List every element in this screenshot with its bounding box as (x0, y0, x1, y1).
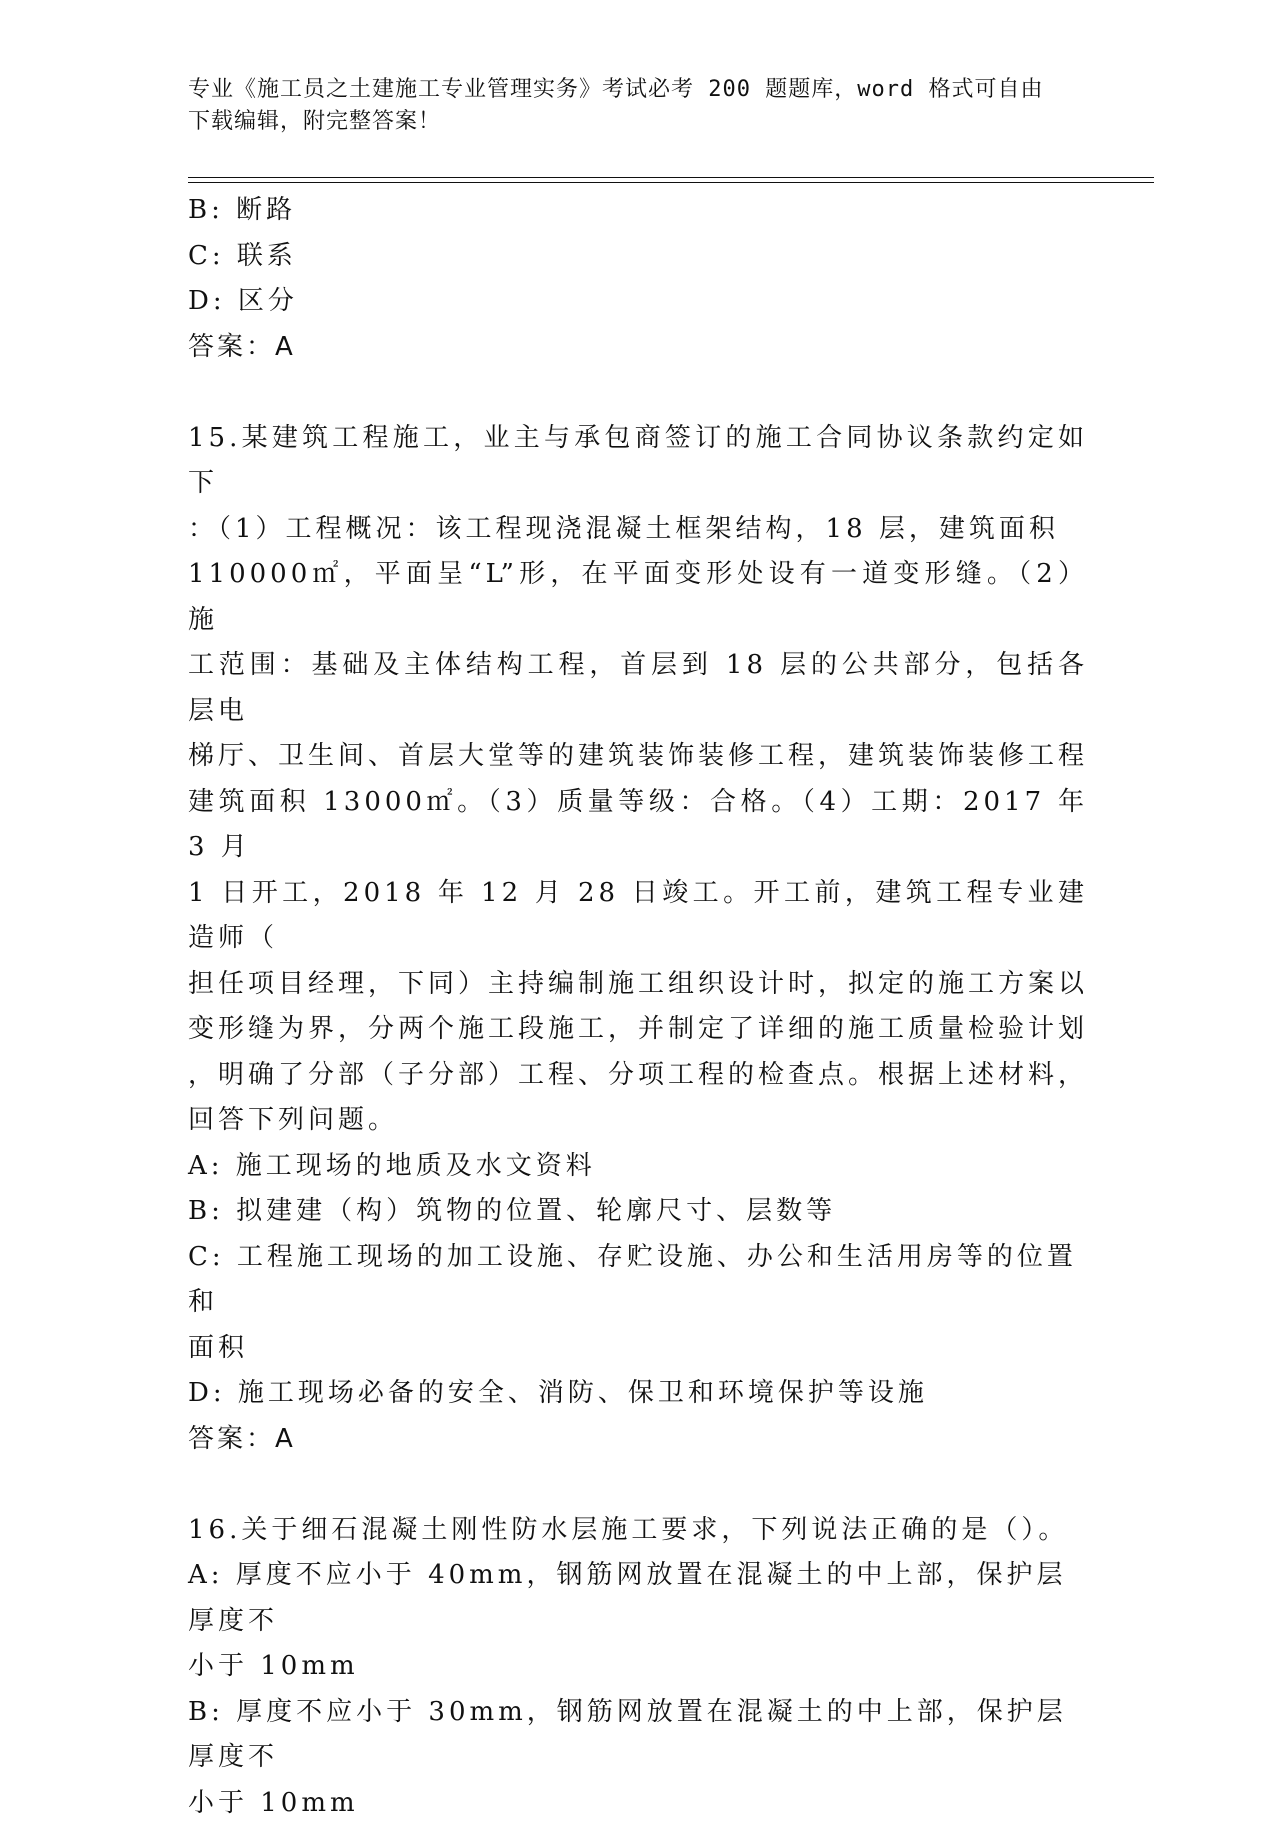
header-divider-top (188, 177, 1154, 178)
spacer (188, 370, 1088, 416)
q15-stem-line: 110000㎡，平面呈“L”形，在平面变形处设有一道变形缝。（2）施 (188, 552, 1088, 643)
q15-stem-line: 梯厅、卫生间、首层大堂等的建筑装饰装修工程，建筑装饰装修工程 (188, 734, 1088, 780)
q16-stem: 16.关于细石混凝土刚性防水层施工要求，下列说法正确的是（）。 (188, 1508, 1088, 1554)
header-line-2: 下载编辑，附完整答案！ (188, 106, 1068, 138)
q15-option-a: A: 施工现场的地质及水文资料 (188, 1144, 1088, 1190)
q15-stem-line: 工范围：基础及主体结构工程，首层到 18 层的公共部分，包括各层电 (188, 643, 1088, 734)
prev-answer: 答案：A (188, 325, 1088, 371)
q16-option-b-line-2: 小于 10mm (188, 1781, 1088, 1826)
prev-option-d: D: 区分 (188, 279, 1088, 325)
q15-stem-line: 回答下列问题。 (188, 1098, 1088, 1144)
question-16 (188, 1508, 1088, 1826)
q15-stem-line: 建筑面积 13000㎡。（3）质量等级：合格。（4）工期：2017 年 3 月 (188, 780, 1088, 871)
q16-option-a-line-1: A: 厚度不应小于 40mm，钢筋网放置在混凝土的中上部，保护层厚度不 (188, 1553, 1088, 1644)
q15-option-d: D: 施工现场必备的安全、消防、保卫和环境保护等设施 (188, 1371, 1088, 1417)
header-divider-bottom (188, 182, 1154, 183)
header-line-1: 专业《施工员之土建施工专业管理实务》考试必考 200 题题库，word 格式可自由 (188, 74, 1068, 106)
q15-answer: 答案：A (188, 1417, 1088, 1463)
q15-option-b: B: 拟建建（构）筑物的位置、轮廓尺寸、层数等 (188, 1189, 1088, 1235)
document-header (188, 74, 1068, 138)
prev-option-c: C: 联系 (188, 234, 1088, 280)
q15-stem-line: 1 日开工，2018 年 12 月 28 日竣工。开工前，建筑工程专业建造师（ (188, 871, 1088, 962)
q15-stem-line: 担任项目经理，下同）主持编制施工组织设计时，拟定的施工方案以 (188, 962, 1088, 1008)
spacer (188, 1462, 1088, 1508)
document-body (188, 188, 1088, 1826)
q15-stem-line: 15.某建筑工程施工，业主与承包商签订的施工合同协议条款约定如下 (188, 416, 1088, 507)
q15-stem-line: 变形缝为界，分两个施工段施工，并制定了详细的施工质量检验计划 (188, 1007, 1088, 1053)
q15-option-c-line-2: 面积 (188, 1326, 1088, 1372)
q16-option-a-line-2: 小于 10mm (188, 1644, 1088, 1690)
q15-stem-line: ，明确了分部（子分部）工程、分项工程的检查点。根据上述材料， (188, 1053, 1088, 1099)
prev-option-b: B: 断路 (188, 188, 1088, 234)
question-15 (188, 416, 1088, 1463)
q15-stem-line: ：（1）工程概况：该工程现浇混凝土框架结构，18 层，建筑面积 (188, 507, 1088, 553)
q16-option-b-line-1: B: 厚度不应小于 30mm，钢筋网放置在混凝土的中上部，保护层厚度不 (188, 1690, 1088, 1781)
q15-option-c-line-1: C: 工程施工现场的加工设施、存贮设施、办公和生活用房等的位置和 (188, 1235, 1088, 1326)
